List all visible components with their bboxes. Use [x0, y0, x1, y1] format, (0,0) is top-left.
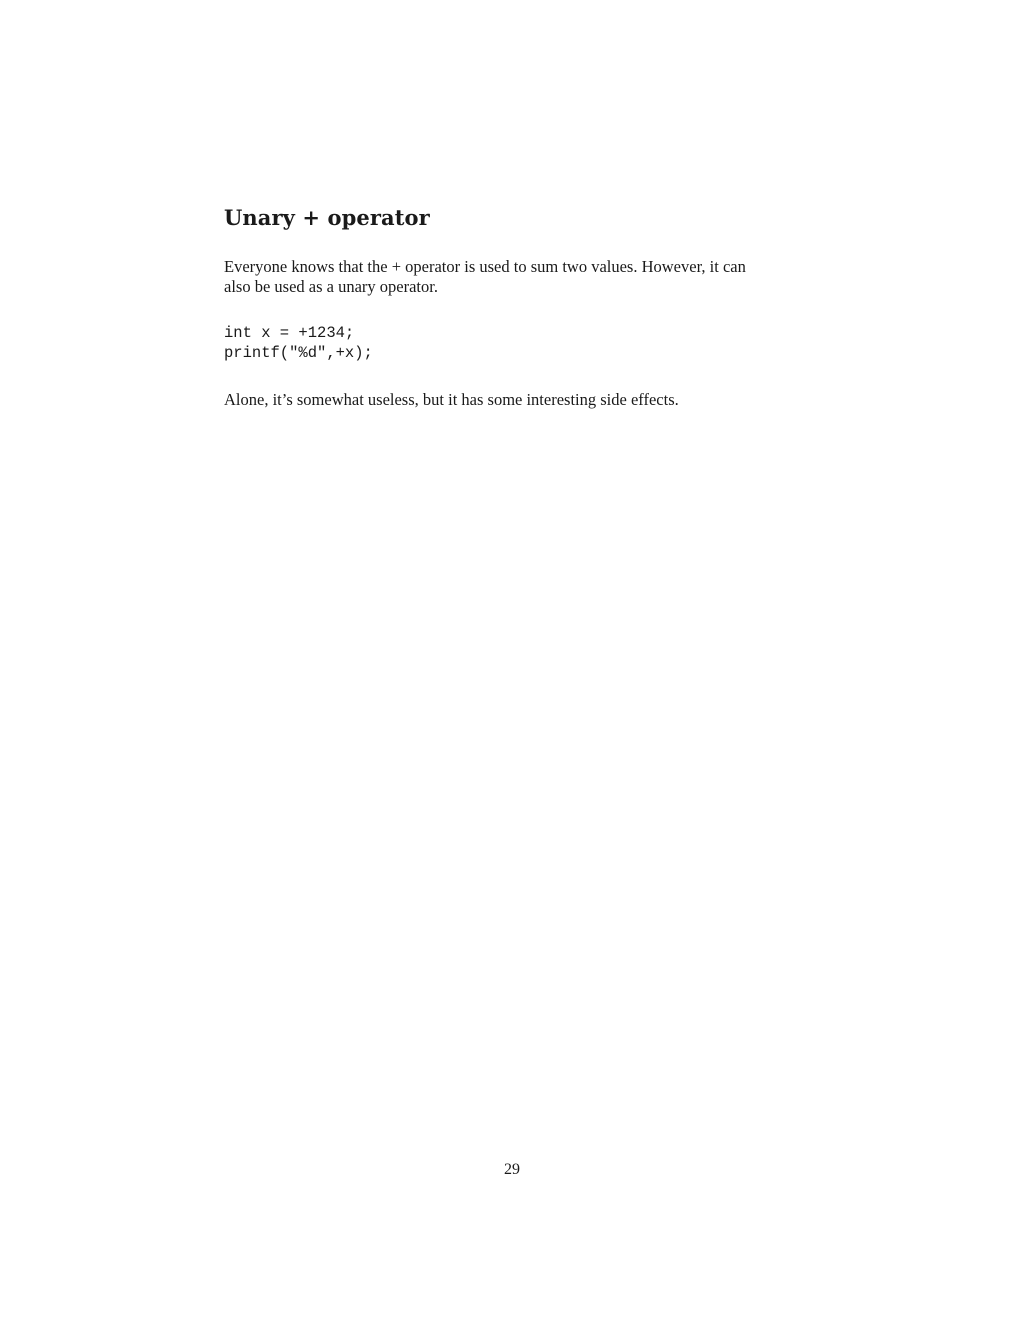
code-line: printf("%d",+x); [224, 344, 373, 362]
section-title: Unary + operator [224, 205, 430, 230]
closing-paragraph [224, 390, 804, 410]
page-number: 29 [504, 1161, 520, 1178]
paragraph-line: Everyone knows that the + operator is used to sum two values. However, it can [224, 257, 746, 276]
paragraph-line: also be used as a unary operator. [224, 277, 438, 296]
intro-paragraph [224, 257, 804, 297]
paragraph-line: Alone, it’s somewhat useless, but it has some interesting side effects. [224, 390, 679, 409]
code-block [224, 323, 373, 363]
code-line: int x = +1234; [224, 324, 355, 342]
